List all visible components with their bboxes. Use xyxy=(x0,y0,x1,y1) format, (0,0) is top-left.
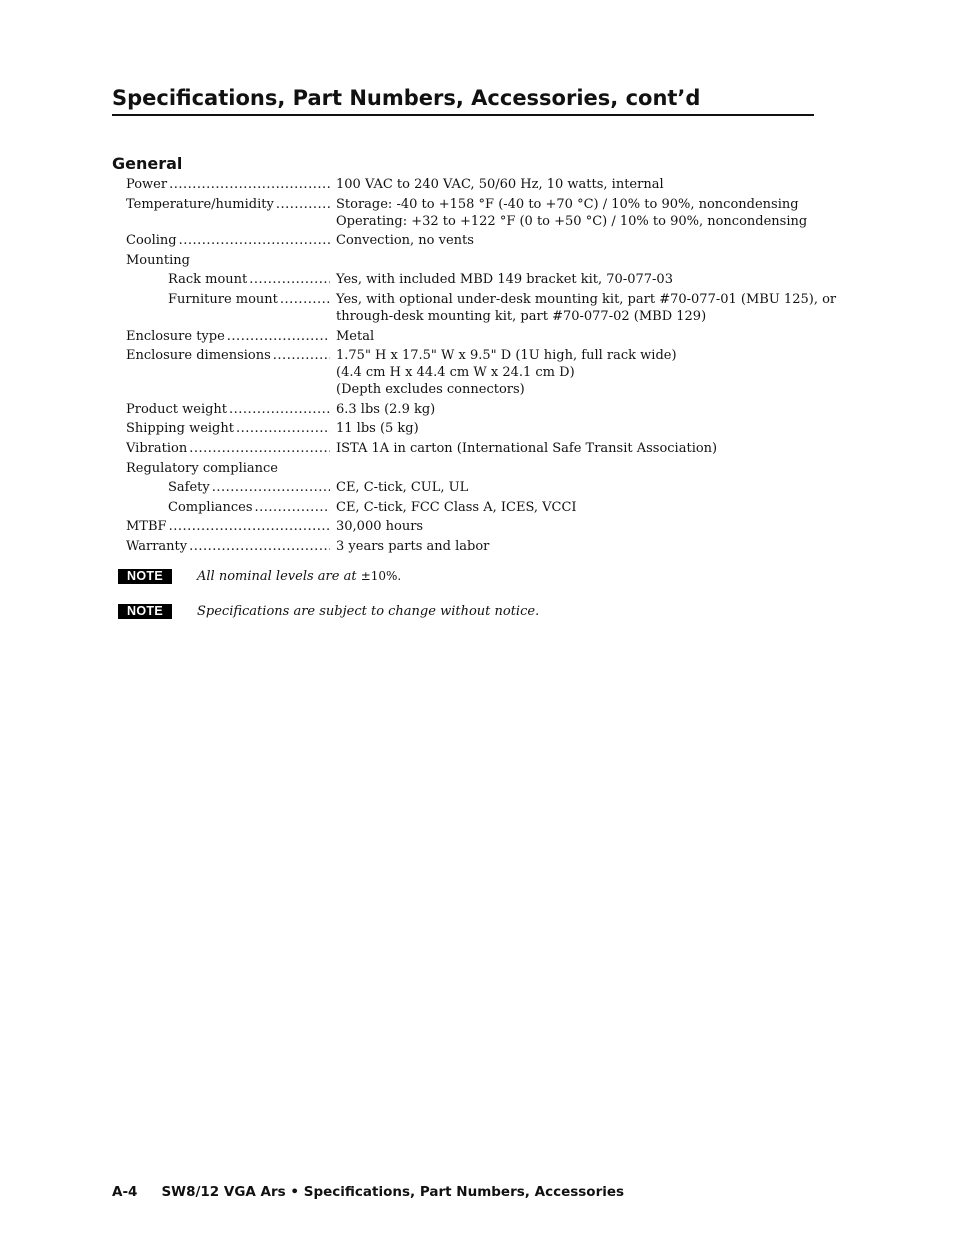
dot-leader xyxy=(179,232,330,249)
dot-leader xyxy=(169,176,330,193)
spec-row xyxy=(126,232,816,249)
note-text xyxy=(197,569,401,584)
spec-label-text: Temperature/humidity xyxy=(126,196,274,212)
spec-value xyxy=(336,401,816,418)
spec-label xyxy=(126,252,330,269)
spec-label-text: Compliances xyxy=(168,499,253,515)
spec-label-text: Cooling xyxy=(126,233,177,249)
spec-value-line: CE, C-tick, CUL, UL xyxy=(336,480,469,496)
page-number: A-4 xyxy=(112,1184,138,1200)
spec-value-line: (4.4 cm H x 44.4 cm W x 24.1 cm D) xyxy=(336,365,575,381)
dot-leader xyxy=(169,518,330,535)
spec-value-line: 11 lbs (5 kg) xyxy=(336,421,419,437)
note-nominal-levels xyxy=(118,569,401,584)
spec-row xyxy=(126,176,816,193)
spec-label xyxy=(126,401,330,418)
spec-label xyxy=(126,328,330,345)
spec-value-line: Metal xyxy=(336,328,375,344)
spec-row xyxy=(126,401,816,418)
spec-label xyxy=(126,440,330,457)
spec-label xyxy=(126,479,330,496)
spec-value-line: Convection, no vents xyxy=(336,233,474,249)
spec-value-line: 30,000 hours xyxy=(336,519,424,535)
spec-value-line: Operating: +32 to +122 °F (0 to +50 °C) / 10% to 90%, noncondensing xyxy=(336,213,808,229)
dot-leader xyxy=(189,538,330,555)
section-heading-general: General xyxy=(112,154,183,173)
spec-value-line: 3 years parts and labor xyxy=(336,538,490,554)
spec-table xyxy=(126,176,837,558)
spec-value xyxy=(336,291,836,325)
dot-leader xyxy=(212,479,330,496)
spec-label xyxy=(126,460,330,477)
spec-row xyxy=(126,328,816,345)
spec-row xyxy=(126,440,816,457)
spec-value-line: 6.3 lbs (2.9 kg) xyxy=(336,401,436,417)
spec-label-text: Rack mount xyxy=(168,272,248,288)
dot-leader xyxy=(273,347,330,364)
spec-label xyxy=(126,176,330,193)
spec-label-text: Power xyxy=(126,177,168,192)
dot-leader xyxy=(249,271,330,288)
spec-value xyxy=(336,440,816,457)
spec-label-text: Product weight xyxy=(126,401,228,417)
spec-value xyxy=(336,499,816,516)
spec-label-text: Mounting xyxy=(126,252,190,268)
spec-label-text: Furniture mount xyxy=(168,291,278,307)
dot-leader xyxy=(236,420,330,437)
spec-label-text: Enclosure type xyxy=(126,328,225,344)
spec-value xyxy=(336,420,816,437)
note-badge: NOTE xyxy=(118,604,172,619)
spec-label-text: Shipping weight xyxy=(126,421,234,437)
spec-value-line: 100 VAC to 240 VAC, 50/60 Hz, 10 watts, internal xyxy=(336,177,664,192)
spec-label xyxy=(126,271,330,288)
spec-label xyxy=(126,232,330,249)
spec-row xyxy=(126,347,816,398)
spec-label xyxy=(126,538,330,555)
note-text-italic: All nominal levels are at xyxy=(197,569,361,584)
spec-label-text: Regulatory compliance xyxy=(126,460,278,476)
spec-value xyxy=(336,271,816,288)
spec-value xyxy=(336,538,816,555)
spec-value-line: through-desk mounting kit, part #70-077-02 (MBD 129) xyxy=(336,308,707,324)
spec-row xyxy=(126,291,837,325)
spec-value xyxy=(336,232,816,249)
spec-value xyxy=(336,196,816,230)
spec-row xyxy=(126,196,816,230)
spec-value xyxy=(336,518,816,535)
spec-label-text: Warranty xyxy=(126,538,188,554)
spec-label xyxy=(126,518,330,535)
spec-value-line: (Depth excludes connectors) xyxy=(336,382,525,398)
spec-value-line: 1.75" H x 17.5" W x 9.5" D (1U high, full rack wide) xyxy=(336,348,677,364)
spec-value xyxy=(336,347,816,398)
note-badge: NOTE xyxy=(118,569,172,584)
spec-value-line: Storage: -40 to +158 °F (-40 to +70 °C) / 10% to 90%, noncondensing xyxy=(336,196,799,212)
spec-value xyxy=(336,328,816,345)
spec-row xyxy=(126,271,816,288)
spec-row xyxy=(126,252,816,269)
spec-label-text: Safety xyxy=(168,480,210,496)
spec-row xyxy=(126,538,816,555)
spec-label-text: Enclosure dimensions xyxy=(126,348,271,364)
spec-value xyxy=(336,176,816,193)
spec-label xyxy=(126,291,330,308)
spec-label xyxy=(126,420,330,437)
dot-leader xyxy=(255,499,330,516)
spec-value-line: ISTA 1A in carton (International Safe Transit Association) xyxy=(336,440,718,456)
note-specifications-change xyxy=(118,604,539,619)
note-text-tolerance: ±10%. xyxy=(360,569,402,583)
note-text: Specifications are subject to change without notice. xyxy=(197,604,540,619)
spec-value xyxy=(336,479,816,496)
spec-label-text: MTBF xyxy=(126,519,167,535)
spec-row xyxy=(126,420,816,437)
dot-leader xyxy=(229,401,330,418)
spec-label-text: Vibration xyxy=(126,440,188,456)
spec-label xyxy=(126,499,330,516)
spec-value-line: Yes, with optional under-desk mounting kit, part #70-077-01 (MBU 125), or xyxy=(336,291,837,307)
spec-value-line: Yes, with included MBD 149 bracket kit, 70-077-03 xyxy=(336,272,673,288)
dot-leader xyxy=(280,291,330,308)
page-title: Specifications, Part Numbers, Accessories, cont’d xyxy=(112,84,814,116)
spec-row xyxy=(126,518,816,535)
dot-leader xyxy=(227,328,330,345)
dot-leader xyxy=(276,196,330,213)
spec-row xyxy=(126,479,816,496)
dot-leader xyxy=(189,440,330,457)
running-title: SW8/12 VGA Ars • Specifications, Part Numbers, Accessories xyxy=(161,1184,625,1200)
spec-label xyxy=(126,347,330,364)
spec-row xyxy=(126,460,816,477)
spec-label xyxy=(126,196,330,213)
spec-row xyxy=(126,499,816,516)
page-footer xyxy=(112,1184,624,1200)
spec-value-line: CE, C-tick, FCC Class A, ICES, VCCI xyxy=(336,499,577,515)
